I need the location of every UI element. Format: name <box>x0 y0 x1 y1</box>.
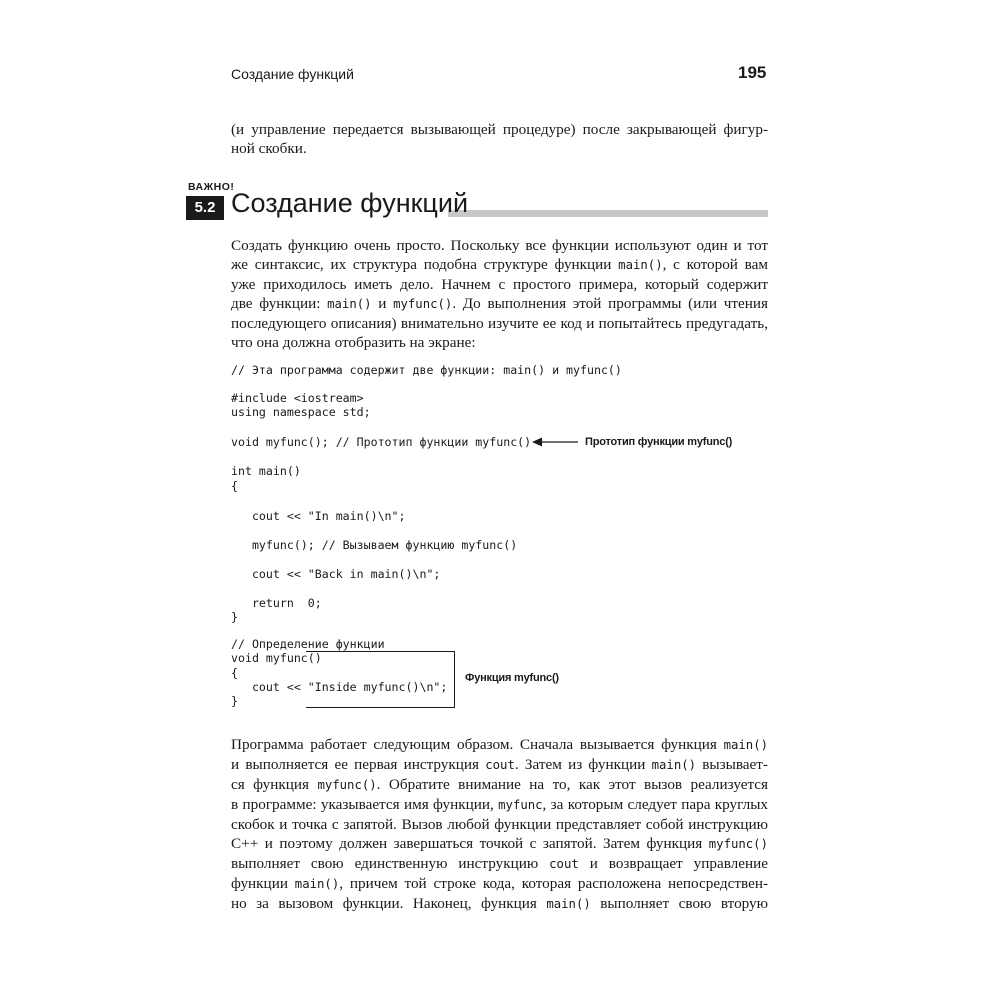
code-line: #include <iostream> <box>231 391 364 405</box>
text-line: Создать функцию очень просто. Поскольку все функции используют один и тот <box>231 237 768 254</box>
prototype-callout-label: Прототип функции myfunc() <box>585 436 733 448</box>
code-line: return 0; <box>231 596 322 610</box>
code-line: void myfunc(); // Прототип функции myfunc() <box>231 435 532 449</box>
inline-code: myfunc() <box>317 778 377 792</box>
code-line: int main() <box>231 464 301 478</box>
function-callout-label: Функция myfunc() <box>465 672 559 684</box>
inline-code: main() <box>618 258 663 272</box>
text-line: в программе: указывается имя функции, myfunc, за которым следует пара круглых <box>231 796 768 813</box>
code-line: myfunc(); // Вызываем функцию myfunc() <box>231 538 518 552</box>
section-number-badge: 5.2 <box>186 196 224 220</box>
code-line: // Эта программа содержит две функции: main() и myfunc() <box>231 363 622 377</box>
page-number: 195 <box>738 63 767 82</box>
paragraph-explanation <box>231 735 768 914</box>
inline-code: main() <box>294 877 340 891</box>
text-line: ся функция myfunc(). Обратите внимание на то, как этот вызов реализуется <box>231 776 768 793</box>
text-line: Программа работает следующим образом. Сначала вызывается функция main() <box>231 736 768 753</box>
code-line: cout << "In main()\n"; <box>231 509 406 523</box>
text-line: что она должна отобразить на экране: <box>231 334 476 351</box>
title-underline-bar <box>448 210 768 217</box>
code-line: } <box>231 610 238 624</box>
left-arrow-icon <box>532 434 578 450</box>
code-line: { <box>231 666 238 680</box>
inline-code: cout <box>549 857 579 871</box>
text-line: выполняет свою единственную инструкцию cout и возвращает управление <box>231 855 769 872</box>
running-header-title: Создание функций <box>231 66 354 82</box>
paragraph-intro-functions <box>231 236 768 352</box>
inline-code: myfunc <box>498 798 543 812</box>
intro-paragraph <box>231 120 768 158</box>
code-line: void myfunc() <box>231 651 322 665</box>
important-badge-label: ВАЖНО! <box>188 181 235 193</box>
text-line: (и управление передается вызывающей процедуре) после закрывающей фигур- <box>231 121 768 138</box>
inline-code: main() <box>651 758 697 772</box>
inline-code: main() <box>546 897 591 911</box>
inline-code: myfunc() <box>708 837 768 851</box>
text-line: последующего описания) внимательно изучите ее код и попытайтесь предугадать, <box>231 315 768 332</box>
text-line: же синтаксис, их структура подобна структуре функции main(), с которой вам <box>231 256 768 273</box>
code-line: } <box>231 694 238 708</box>
section-title: Создание функций <box>231 188 469 218</box>
text-line: и выполняется ее первая инструкция cout. Затем из функции main() вызывает- <box>231 756 768 773</box>
inline-code: myfunc() <box>393 297 453 311</box>
text-line: скобок и точка с запятой. Вызов любой функции представляет собой инструкцию <box>231 816 768 833</box>
text-line: ной скобки. <box>231 140 307 157</box>
function-definition-bracket <box>306 651 455 708</box>
code-line: { <box>231 479 238 493</box>
code-line: cout << "Inside myfunc()\n"; <box>231 680 448 694</box>
text-line: две функции: main() и myfunc(). До выполнения этой программы (или чтения <box>231 295 768 312</box>
code-line: cout << "Back in main()\n"; <box>231 567 441 581</box>
text-line: функции main(), причем той строке кода, которая расположена непосредствен- <box>231 875 768 892</box>
inline-code: cout <box>485 758 515 772</box>
inline-code: main() <box>327 297 372 311</box>
code-line: using namespace std; <box>231 405 371 419</box>
text-line: уже приходилось иметь дело. Начнем с простого примера, который содержит <box>231 276 768 293</box>
text-line: но за вызовом функции. Наконец, функция main() выполняет свою вторую <box>231 895 768 912</box>
text-line: C++ и поэтому должен завершаться точкой с запятой. Затем функция myfunc() <box>231 835 768 852</box>
code-line: // Определение функции <box>231 637 385 651</box>
inline-code: main() <box>723 738 768 752</box>
